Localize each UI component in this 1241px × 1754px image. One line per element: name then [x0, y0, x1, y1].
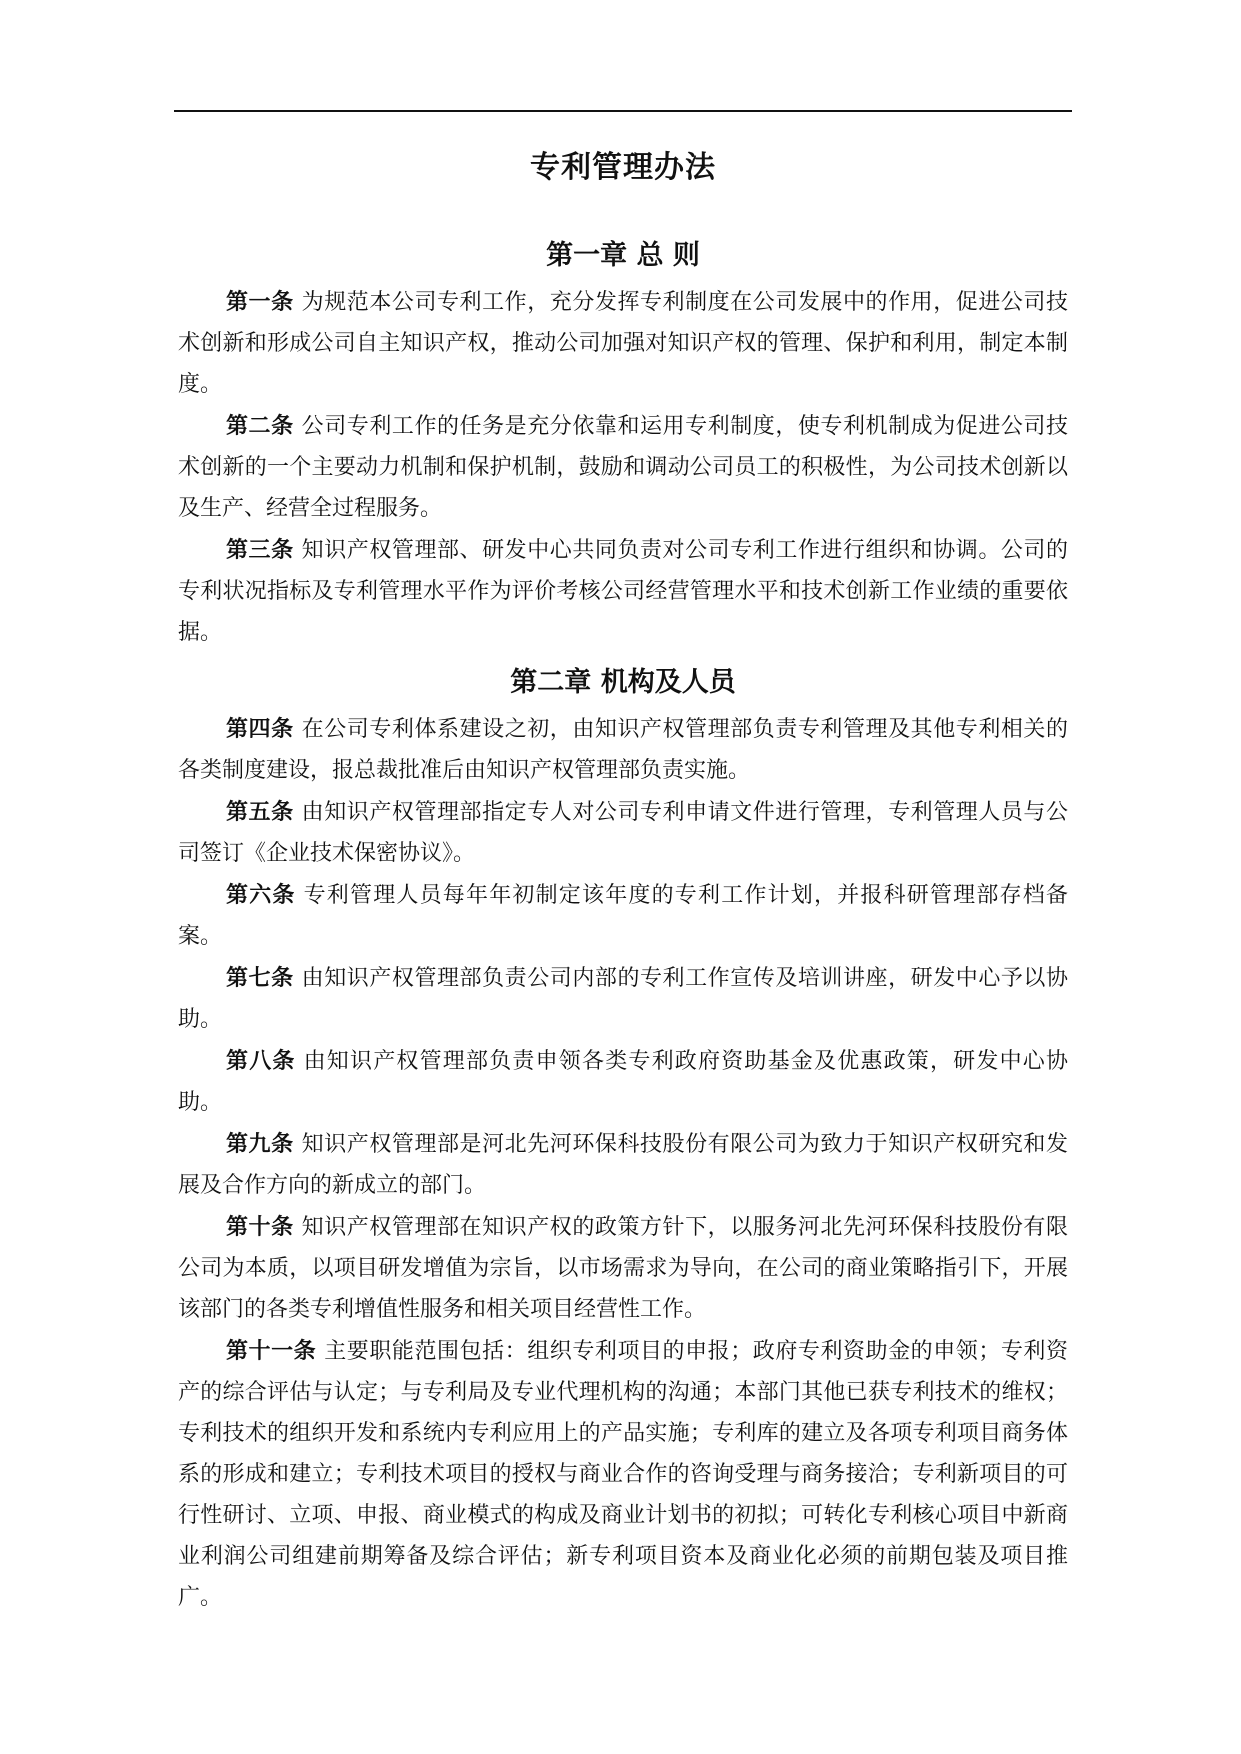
article-text: 由知识产权管理部负责申领各类专利政府资助基金及优惠政策，研发中心协助。	[178, 1049, 1068, 1115]
article-label: 第八条	[226, 1048, 296, 1074]
document-body	[178, 236, 1068, 1619]
document-title: 专利管理办法	[530, 150, 716, 185]
article-label: 第十条	[226, 1214, 294, 1240]
article-label: 第一条	[226, 289, 294, 315]
article-text: 在公司专利体系建设之初，由知识产权管理部负责专利管理及其他专利相关的各类制度建设，报总裁批准后由知识产权管理部负责实施。	[178, 717, 1068, 783]
article	[178, 1207, 1068, 1330]
article	[178, 1124, 1068, 1206]
article	[178, 530, 1068, 653]
article-text: 由知识产权管理部负责公司内部的专利工作宣传及培训讲座，研发中心予以协助。	[178, 966, 1068, 1032]
article-text: 专利管理人员每年年初制定该年度的专利工作计划，并报科研管理部存档备案。	[178, 883, 1068, 949]
chapter-heading: 第一章 总 则	[546, 240, 700, 271]
article	[178, 282, 1068, 405]
article-label: 第六条	[226, 882, 296, 908]
article-text: 由知识产权管理部指定专人对公司专利申请文件进行管理，专利管理人员与公司签订《企业技术保密协议》。	[178, 800, 1068, 866]
article-label: 第四条	[226, 716, 294, 742]
article	[178, 1331, 1068, 1618]
article-text: 为规范本公司专利工作，充分发挥专利制度在公司发展中的作用，促进公司技术创新和形成公司自主知识产权，推动公司加强对知识产权的管理、保护和利用，制定本制度。	[178, 290, 1068, 397]
article-label: 第三条	[226, 537, 294, 563]
article-label: 第五条	[226, 799, 294, 825]
article-text: 主要职能范围包括：组织专利项目的申报；政府专利资助金的申领；专利资产的综合评估与认定；与专利局及专业代理机构的沟通；本部门其他已获专利技术的维权；专利技术的组织开发和系统内专利应用上的产品实施；专利库的建立及各项专利项目商务体系的形成和建立；专利技术项目的授权与商业合作的咨询受理与商务接洽；专利新项目的可行性研讨、立项、申报、商业模式的构成及商业计划书的初拟；可转化专利核心项目中新商业利润公司组建前期筹备及综合评估；新专利项目资本及商业化必须的前期包装及项目推广。	[178, 1339, 1068, 1610]
chapter-heading: 第二章 机构及人员	[510, 667, 736, 698]
header-rule	[174, 110, 1072, 112]
article	[178, 709, 1068, 791]
article-text: 知识产权管理部、研发中心共同负责对公司专利工作进行组织和协调。公司的专利状况指标及专利管理水平作为评价考核公司经营管理水平和技术创新工作业绩的重要依据。	[178, 538, 1068, 645]
article	[178, 875, 1068, 957]
article-label: 第二条	[226, 413, 294, 439]
article-text: 知识产权管理部是河北先河环保科技股份有限公司为致力于知识产权研究和发展及合作方向的新成立的部门。	[178, 1132, 1068, 1198]
article-label: 第九条	[226, 1131, 294, 1157]
article	[178, 958, 1068, 1040]
article	[178, 792, 1068, 874]
article	[178, 406, 1068, 529]
article-label: 第七条	[226, 965, 294, 991]
article	[178, 1041, 1068, 1123]
article-text: 知识产权管理部在知识产权的政策方针下，以服务河北先河环保科技股份有限公司为本质，以项目研发增值为宗旨，以市场需求为导向，在公司的商业策略指引下，开展该部门的各类专利增值性服务和相关项目经营性工作。	[178, 1215, 1068, 1322]
article-text: 公司专利工作的任务是充分依靠和运用专利制度，使专利机制成为促进公司技术创新的一个主要动力机制和保护机制，鼓励和调动公司员工的积极性，为公司技术创新以及生产、经营全过程服务。	[178, 414, 1068, 521]
article-label: 第十一条	[226, 1338, 317, 1364]
